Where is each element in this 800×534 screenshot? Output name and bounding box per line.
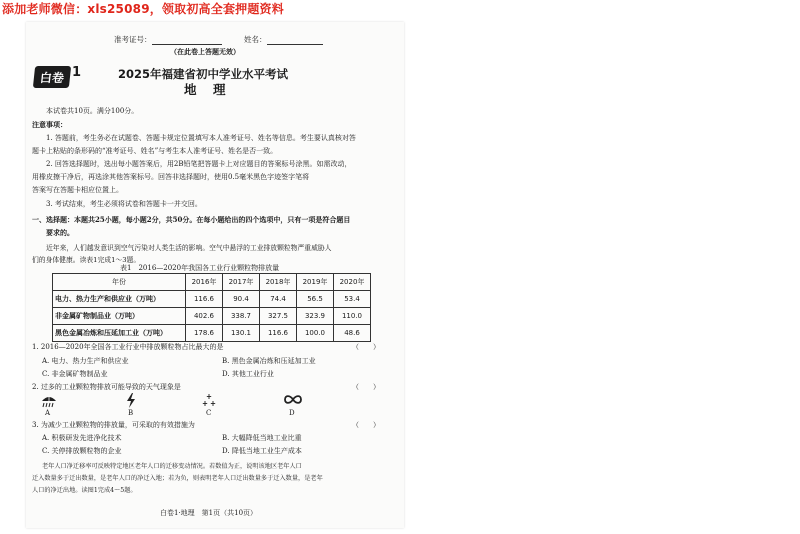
table-header-cell: 2018年 (260, 274, 297, 291)
candidate-number-field (114, 34, 222, 45)
exam-page (26, 22, 404, 528)
snow-icon (202, 394, 216, 407)
table-cell: 130.1 (223, 325, 260, 342)
table-cell: 110.0 (334, 308, 371, 325)
table-cell: 48.6 (334, 325, 371, 342)
table-cell: 323.9 (297, 308, 334, 325)
option-d: D. 其他工业行业 (222, 370, 274, 378)
option-b: B. 黑色金属冶炼和压延加工业 (222, 357, 316, 365)
table-caption: 表1 2016—2020年我国各工业行业颗粒物排放量 (120, 264, 280, 272)
question-stem: 2. 过多的工业颗粒物排放可能导致的天气现象是 (32, 383, 181, 391)
table-cell: 56.5 (297, 291, 334, 308)
candidate-number-label: 准考证号： (114, 35, 152, 44)
exam-title: 2025年福建省初中学业水平考试 (118, 67, 289, 81)
table-cell: 74.4 (260, 291, 297, 308)
note-line: 2. 回答选择题时，选出每小题答案后，用2B铅笔把答题卡上对应题目的答案标号涂黑。如需改动， (46, 160, 352, 168)
table-cell: 116.6 (260, 325, 297, 342)
exam-subject: 地 理 (184, 82, 228, 97)
passage-text: 们的身体健康。读表1完成1～3题。 (32, 256, 141, 264)
table-cell: 338.7 (223, 308, 260, 325)
note-line: 题卡上粘贴的条形码的“准考证号、姓名”与考生本人准考证号、姓名是否一致。 (32, 147, 278, 155)
candidate-number-blank (152, 44, 222, 45)
passage-text: 迁入数量多于迁出数量，是老年人口的净迁入地；若为负，则表明老年人口迁出数量多于迁入数量，是老年 (32, 475, 323, 482)
option-b: B. 大幅降低当地工业比重 (222, 434, 302, 442)
name-blank (267, 44, 323, 45)
emissions-table (52, 273, 371, 342)
note-line: 3. 考试结束，考生必须将试卷和答题卡一并交回。 (46, 200, 202, 208)
note-line: 用橡皮擦干净后，再选涂其他答案标号。回答非选择题时，使用0.5毫米黑色字迹签字笔将 (32, 173, 310, 181)
option-c: C. 非金属矿物制品业 (42, 370, 108, 378)
option-d: D. 降低当地工业生产成本 (222, 447, 302, 455)
option-a: A. 电力、热力生产和供应业 (42, 357, 129, 365)
table-header-cell: 2019年 (297, 274, 334, 291)
table-row (53, 291, 371, 308)
section-heading: 一、选择题：本题共25小题，每小题2分，共50分。在每小题给出的四个选项中，只有一项是符合题目 (32, 215, 351, 224)
note-line: 答案写在答题卡相应位置上。 (32, 186, 123, 194)
table-header-cell: 2020年 (334, 274, 371, 291)
answer-paren: （ ） (352, 343, 380, 351)
table-cell: 53.4 (334, 291, 371, 308)
option-a: A. 积极研发先进净化技术 (42, 434, 122, 442)
passage-text: 近年来，人们越发意识到空气污染对人类生活的影响。空气中悬浮的工业排放颗粒物严重威胁人 (46, 244, 332, 252)
option-c: C. 关停排放颗粒物的企业 (42, 447, 122, 455)
watermark: 添加老师微信：xls25089，领取初高全套押题资料 (2, 2, 284, 16)
option-label: A (45, 409, 51, 417)
exam-intro: 本试卷共10页。满分100分。 (46, 107, 139, 115)
note-line: 1. 答题前，考生务必在试题卷、答题卡规定位置填写本人准考证号、姓名等信息。考生要认真核对答 (46, 134, 356, 142)
passage-text: 老年人口净迁移率可反映特定地区老年人口的迁移变动情况。若数值为正，说明该地区老年人口 (42, 463, 302, 470)
lightning-icon (126, 393, 136, 408)
table-row (53, 325, 371, 342)
notes-heading: 注意事项： (32, 120, 67, 129)
table-row-label: 黑色金属冶炼和压延加工业（万吨） (53, 325, 186, 342)
table-cell: 402.6 (186, 308, 223, 325)
table-row (53, 308, 371, 325)
option-label: B (128, 409, 134, 417)
table-header-cell: 年份 (53, 274, 186, 291)
table-row-label: 电力、热力生产和供应业（万吨） (53, 291, 186, 308)
name-label: 姓名： (244, 35, 267, 44)
option-label: D (289, 409, 295, 417)
rain-icon (40, 394, 58, 408)
table-cell: 90.4 (223, 291, 260, 308)
name-field (244, 34, 323, 45)
option-label: C (206, 409, 212, 417)
table-cell: 178.6 (186, 325, 223, 342)
table-cell: 327.5 (260, 308, 297, 325)
table-header-cell: 2017年 (223, 274, 260, 291)
invalid-notice: （在此卷上答题无效） (170, 47, 240, 56)
table-header-cell: 2016年 (186, 274, 223, 291)
table-cell: 116.6 (186, 291, 223, 308)
passage-text: 人口的净迁出地。读图1完成4～5题。 (32, 487, 137, 494)
table-row-label: 非金属矿物制品业（万吨） (53, 308, 186, 325)
table-header-row (53, 274, 371, 291)
answer-paren: （ ） (352, 421, 380, 429)
section-heading-cont: 要求的。 (46, 228, 74, 237)
table-cell: 100.0 (297, 325, 334, 342)
answer-paren: （ ） (352, 383, 380, 391)
question-stem: 1. 2016—2020年全国各工业行业中排放颗粒物占比最大的是 (32, 343, 224, 351)
question-stem: 3. 为减少工业颗粒物的排放量，可采取的有效措施为 (32, 421, 195, 429)
page-footer: 白卷1·地理 第1页（共10页） (160, 509, 258, 517)
haze-icon (284, 395, 302, 404)
paper-badge: 白卷 (33, 66, 71, 88)
paper-badge-number: 1 (72, 65, 82, 80)
